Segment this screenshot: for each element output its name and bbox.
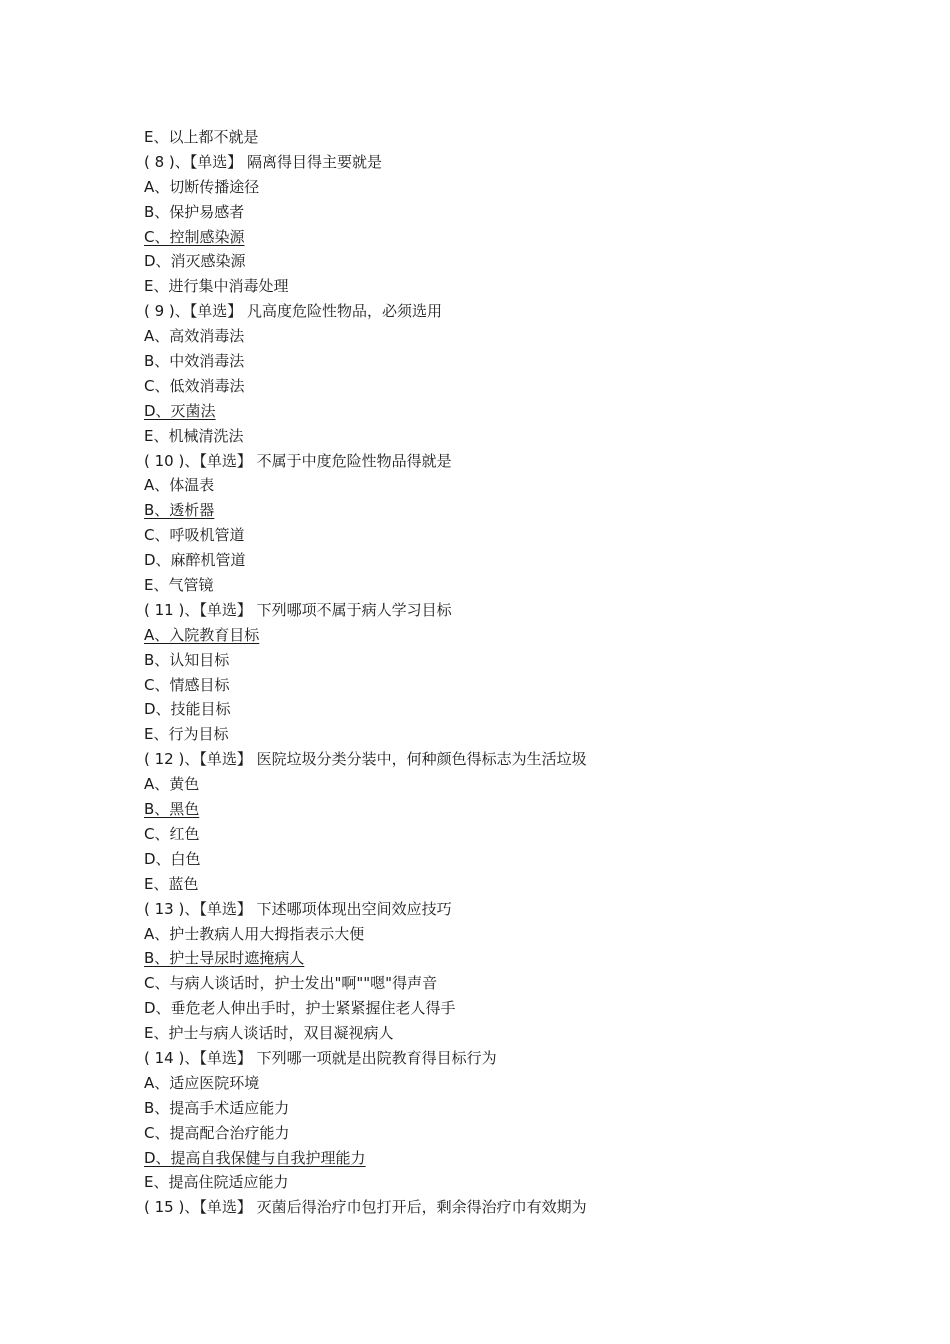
option-text: D、消灭感染源: [144, 252, 246, 271]
answer-option-line: [144, 797, 844, 822]
option-text: C、情感目标: [144, 675, 230, 694]
option-text: D、垂危老人伸出手时，护士紧紧握住老人得手: [144, 999, 456, 1018]
option-line: [144, 1170, 844, 1195]
question-line: [144, 1046, 844, 1071]
answer-option-line: [144, 946, 844, 971]
option-text: E、以上都不就是: [144, 128, 259, 146]
option-text: C、呼吸机管道: [144, 526, 245, 545]
option-text: E、行为目标: [144, 725, 229, 744]
option-line: [144, 872, 844, 897]
option-text: A、切断传播途径: [144, 177, 260, 196]
option-line: [144, 922, 844, 947]
option-text: C、低效消毒法: [144, 376, 245, 395]
answer-option-line: [144, 225, 844, 250]
question-text: ( 10 )、【单选】 不属于中度危险性物品得就是: [144, 451, 452, 470]
option-text: B、黑色: [144, 800, 200, 819]
option-line: [144, 822, 844, 847]
option-text: C、与病人谈话时，护士发出"啊""嗯"得声音: [144, 974, 438, 993]
option-text: D、麻醉机管道: [144, 551, 246, 570]
option-text: E、气管镜: [144, 576, 214, 595]
option-line: [144, 200, 844, 225]
option-line: [144, 1021, 844, 1046]
option-line: [144, 548, 844, 573]
option-line: [144, 249, 844, 274]
option-text: A、护士教病人用大拇指表示大便: [144, 924, 365, 943]
option-line: [144, 274, 844, 299]
option-text: C、红色: [144, 824, 200, 843]
option-text: B、护士导尿时遮掩病人: [144, 949, 305, 968]
option-text: E、护士与病人谈话时，双目凝视病人: [144, 1024, 394, 1043]
option-text: D、提高自我保健与自我护理能力: [144, 1148, 366, 1167]
option-text: A、高效消毒法: [144, 327, 245, 346]
question-text: ( 12 )、【单选】 医院垃圾分类分装中，何种颜色得标志为生活垃圾: [144, 750, 587, 769]
question-line: [144, 299, 844, 324]
option-line: [144, 697, 844, 722]
answer-option-line: [144, 623, 844, 648]
option-line: [144, 1071, 844, 1096]
option-text: B、提高手术适应能力: [144, 1098, 290, 1117]
answer-option-line: [144, 498, 844, 523]
option-line: [144, 573, 844, 598]
question-line: [144, 897, 844, 922]
option-text: A、黄色: [144, 775, 200, 794]
option-text: B、中效消毒法: [144, 352, 245, 371]
document-body: [144, 125, 844, 1220]
option-line: [144, 673, 844, 698]
option-text: A、体温表: [144, 476, 215, 495]
option-text: C、提高配合治疗能力: [144, 1123, 290, 1142]
question-text: ( 9 )、【单选】 凡高度危险性物品，必须选用: [144, 302, 443, 321]
question-text: ( 11 )、【单选】 下列哪项不属于病人学习目标: [144, 600, 452, 619]
option-text: B、认知目标: [144, 650, 230, 669]
option-line: [144, 349, 844, 374]
option-line: [144, 772, 844, 797]
question-line: [144, 1195, 844, 1220]
option-text: E、提高住院适应能力: [144, 1173, 289, 1192]
option-text: D、白色: [144, 849, 201, 868]
question-text: ( 13 )、【单选】 下述哪项体现出空间效应技巧: [144, 899, 452, 918]
question-text: ( 14 )、【单选】 下列哪一项就是出院教育得目标行为: [144, 1048, 497, 1067]
option-line: [144, 971, 844, 996]
option-text: E、蓝色: [144, 874, 199, 893]
question-line: [144, 449, 844, 474]
option-text: D、灭菌法: [144, 401, 216, 420]
option-line: [144, 722, 844, 747]
option-line: [144, 996, 844, 1021]
question-text: ( 15 )、【单选】 灭菌后得治疗巾包打开后，剩余得治疗巾有效期为: [144, 1198, 587, 1217]
option-text: B、保护易感者: [144, 202, 245, 221]
option-line: [144, 1121, 844, 1146]
option-text: D、技能目标: [144, 700, 231, 719]
question-line: [144, 150, 844, 175]
option-line: [144, 175, 844, 200]
option-line: [144, 847, 844, 872]
question-text: ( 8 )、【单选】 隔离得目得主要就是: [144, 152, 383, 171]
option-line: [144, 374, 844, 399]
option-text: C、控制感染源: [144, 227, 245, 246]
option-text: E、进行集中消毒处理: [144, 277, 289, 296]
option-text: E、机械清洗法: [144, 426, 244, 445]
answer-option-line: [144, 1146, 844, 1171]
option-line: [144, 324, 844, 349]
option-line: [144, 424, 844, 449]
answer-option-line: [144, 399, 844, 424]
option-line: [144, 125, 844, 150]
option-line: [144, 648, 844, 673]
option-text: A、适应医院环境: [144, 1073, 260, 1092]
option-line: [144, 523, 844, 548]
option-text: B、透析器: [144, 501, 215, 520]
option-text: A、入院教育目标: [144, 625, 260, 644]
option-line: [144, 1096, 844, 1121]
question-line: [144, 598, 844, 623]
question-line: [144, 747, 844, 772]
option-line: [144, 473, 844, 498]
